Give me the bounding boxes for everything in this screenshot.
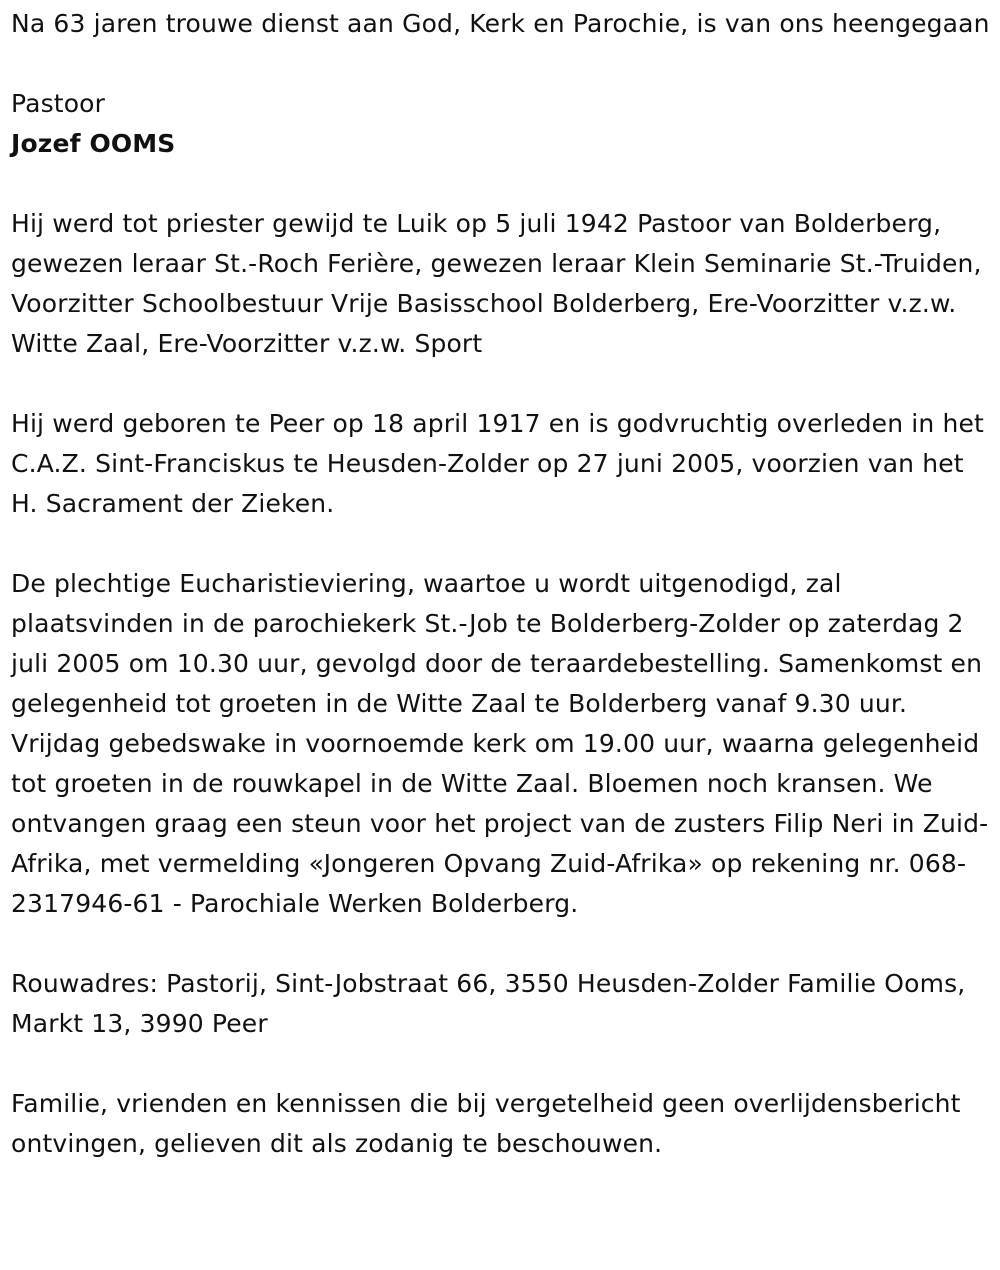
spacer: [11, 164, 996, 204]
ceremony-paragraph: De plechtige Eucharistieviering, waartoe u wordt uitgenodigd, zal plaatsvinden in de parochiekerk St.-Job te Bolderberg-Zolder op zaterdag 2 juli 2005 om 10.30 uur, gevolgd door de teraardebestelling. Samenkomst en gelegenheid tot groeten in de Witte Zaal te Bolderberg vanaf 9.30 uur. Vrijdag gebedswake in voornoemde kerk om 19.00 uur, waarna gelegenheid tot groeten in de rouwkapel in de Witte Zaal. Bloemen noch kransen. We ontvangen graag een steun voor het project van de zusters Filip Neri in Zuid-Afrika, met vermelding «Jongeren Opvang Zuid-Afrika» op rekening nr. 068-2317946-61 - Parochiale Werken Bolderberg.: [11, 569, 989, 918]
spacer: [11, 524, 996, 564]
deceased-name: Jozef OOMS: [11, 129, 176, 158]
birth-death-paragraph: Hij werd geboren te Peer op 18 april 1917 en is godvruchtig overleden in het C.A.Z. Sint-Franciskus te Heusden-Zolder op 27 juni 2005, voorzien van het H. Sacrament der Zieken.: [11, 409, 984, 518]
spacer: [11, 44, 996, 84]
mourning-address: Rouwadres: Pastorij, Sint-Jobstraat 66, 3550 Heusden-Zolder Familie Ooms, Markt 13, 3990 Peer: [11, 969, 966, 1038]
spacer: [11, 364, 996, 404]
deceased-title: Pastoor: [11, 89, 106, 118]
spacer: [11, 924, 996, 964]
obituary-notice: [11, 4, 996, 1164]
closing-paragraph: Familie, vrienden en kennissen die bij vergetelheid geen overlijdensbericht ontvingen, gelieven dit als zodanig te beschouwen.: [11, 1089, 961, 1158]
spacer: [11, 1044, 996, 1084]
intro-text: Na 63 jaren trouwe dienst aan God, Kerk en Parochie, is van ons heengegaan: [11, 9, 990, 38]
career-paragraph: Hij werd tot priester gewijd te Luik op 5 juli 1942 Pastoor van Bolderberg, gewezen leraar St.-Roch Ferière, gewezen leraar Klein Seminarie St.-Truiden, Voorzitter Schoolbestuur Vrije Basisschool Bolderberg, Ere-Voorzitter v.z.w. Witte Zaal, Ere-Voorzitter v.z.w. Sport: [11, 209, 982, 358]
